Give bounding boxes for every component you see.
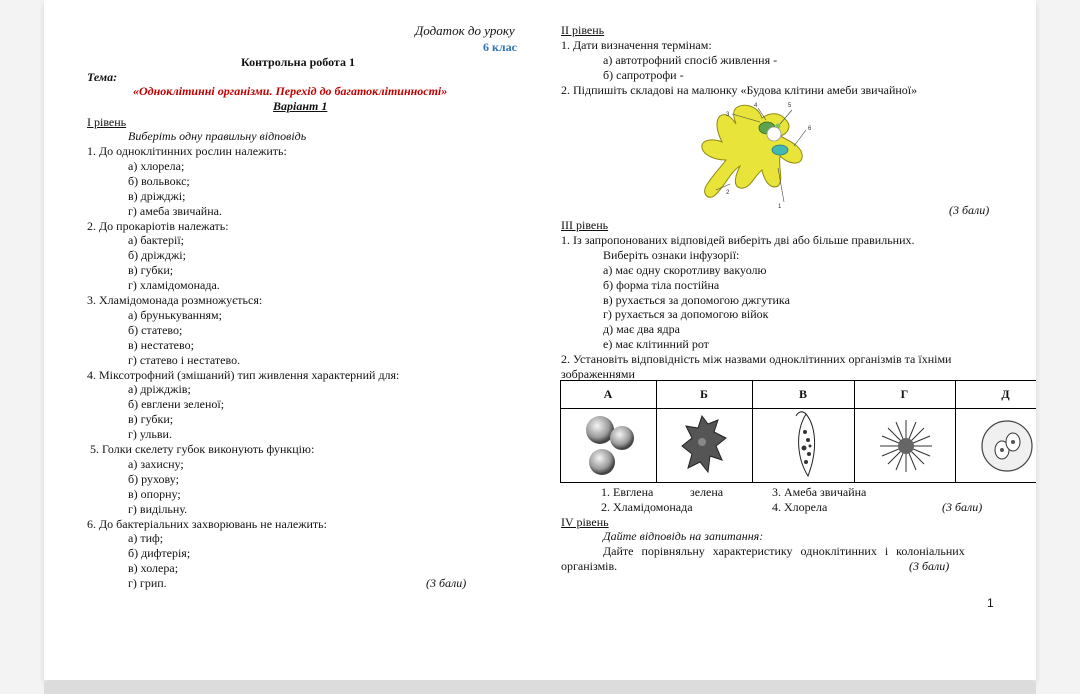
chlamydomonas-image xyxy=(980,409,1034,483)
radiolarian-image xyxy=(876,409,936,483)
organism-table xyxy=(560,380,1036,483)
option: е) має клітинний рот xyxy=(603,337,709,351)
option: г) ульви. xyxy=(128,427,172,441)
option: в) дріжджі; xyxy=(128,189,186,203)
level1-instruction: Виберіть одну правильну відповідь xyxy=(128,129,307,143)
page-title: Контрольна робота 1 xyxy=(241,55,355,69)
option: б) вольвокс; xyxy=(128,174,190,188)
option: б) дріжджі; xyxy=(128,248,186,262)
level2-question-1: 1. Дати визначення термінам: xyxy=(561,38,712,52)
euglena-image xyxy=(786,409,826,483)
figure-label: 3 xyxy=(726,112,730,118)
option: а) дріжджів; xyxy=(128,382,191,396)
level4-task-cont: організмів. xyxy=(561,559,618,573)
question-3: 3. Хламідомонада розмножується: xyxy=(87,293,263,307)
level3-instruction: Виберіть ознаки інфузорії: xyxy=(603,248,740,262)
amoeba-contractile-vacuole xyxy=(767,127,781,141)
figure-label: 4 xyxy=(754,103,758,109)
variant-title: Варіант 1 xyxy=(273,99,328,113)
level4-heading: IV рівень xyxy=(561,515,609,529)
term-saprotroph: б) сапротрофи - xyxy=(603,68,684,82)
option: а) тиф; xyxy=(128,531,164,545)
level2-points: (3 бали) xyxy=(949,203,990,217)
level2-question-2: 2. Підпишіть складові на малюнку «Будова клітини амеби звичайної» xyxy=(561,83,918,97)
answer-2: 2. Хламідомонада xyxy=(601,500,693,514)
option: а) хлорела; xyxy=(128,159,185,173)
option: б) дифтерія; xyxy=(128,546,191,560)
level3-heading: ІІІ рівень xyxy=(561,218,609,232)
topic-title: «Одноклітинні організми. Перехід до багатоклітинності» xyxy=(133,84,448,98)
option: б) статево; xyxy=(128,323,183,337)
option: г) хламідомонада. xyxy=(128,278,220,292)
question-4: 4. Міксотрофний (змішаний) тип живлення характерний для: xyxy=(87,368,400,382)
table-header-cell: А xyxy=(603,387,613,401)
answer-1: 1. Евглена xyxy=(601,485,654,499)
amoeba-image xyxy=(678,409,730,483)
document-page xyxy=(44,0,1036,680)
level1-points: (3 бали) xyxy=(426,576,467,590)
option: д) має два ядра xyxy=(603,322,680,336)
option: в) опорну; xyxy=(128,487,181,501)
term-autotroph: а) автотрофний спосіб живлення - xyxy=(603,53,778,67)
figure-label: 1 xyxy=(778,204,782,210)
option: г) рухається за допомогою війок xyxy=(603,307,769,321)
option: б) форма тіла постійна xyxy=(603,278,720,292)
level3-question-2: 2. Установіть відповідність між назвами одноклітинних організмів та їхніми xyxy=(561,352,952,366)
answer-1-cont: зелена xyxy=(690,485,724,499)
option: г) грип. xyxy=(128,576,167,590)
option: в) губки; xyxy=(128,263,174,277)
page-bottom-shadow xyxy=(44,682,1036,694)
level1-heading: І рівень xyxy=(87,115,127,129)
level4-instruction: Дайте відповідь на запитання: xyxy=(603,529,764,543)
table-header-cell: В xyxy=(798,387,807,401)
option: а) захисну; xyxy=(128,457,184,471)
option: б) евглени зеленої; xyxy=(128,397,225,411)
option: в) холера; xyxy=(128,561,179,575)
figure-label: 5 xyxy=(788,103,792,109)
amoeba-figure xyxy=(674,98,814,210)
option: г) видільну. xyxy=(128,502,188,516)
option: в) губки; xyxy=(128,412,174,426)
chlorella-image xyxy=(580,409,640,483)
option: в) рухається за допомогою джгутика xyxy=(603,293,790,307)
table-header-cell: Г xyxy=(900,387,909,401)
amoeba-nucleus xyxy=(772,145,788,155)
option: г) амеба звичайна. xyxy=(128,204,222,218)
option: а) має одну скоротливу вакуолю xyxy=(603,263,767,277)
level4-points: (3 бали) xyxy=(909,559,950,573)
option: а) бактерії; xyxy=(128,233,184,247)
level3-question-2-cont: зображеннями xyxy=(561,367,635,381)
level3-question-1: 1. Із запропонованих відповідей виберіть дві або більше правильних. xyxy=(561,233,915,247)
answer-3: 3. Амеба звичайна xyxy=(772,485,867,499)
level3-points: (3 бали) xyxy=(942,500,983,514)
topic-label: Тема: xyxy=(87,70,118,84)
table-header-cell: Б xyxy=(700,387,708,401)
option: в) нестатево; xyxy=(128,338,194,352)
grade-label: 6 клас xyxy=(483,40,517,54)
figure-label: 6 xyxy=(808,126,812,132)
question-5: 5. Голки скелету губок виконують функцію: xyxy=(90,442,315,456)
question-2: 2. До прокаріотів належать: xyxy=(87,219,229,233)
option: а) брунькуванням; xyxy=(128,308,222,322)
option: г) статево і нестатево. xyxy=(128,353,241,367)
appendix-label: Додаток до уроку xyxy=(415,23,515,38)
figure-label: 2 xyxy=(726,190,730,196)
question-6: 6. До бактеріальних захворювань не належить: xyxy=(87,517,327,531)
table-header-cell: Д xyxy=(1001,387,1010,401)
level4-task: Дайте порівняльну характеристику одноклітинних і колоніальних xyxy=(603,544,965,558)
question-1: 1. До одноклітинних рослин належить: xyxy=(87,144,287,158)
answer-4: 4. Хлорела xyxy=(772,500,828,514)
option: б) рухову; xyxy=(128,472,179,486)
page-number: 1 xyxy=(987,596,994,610)
level2-heading: ІІ рівень xyxy=(561,23,605,37)
